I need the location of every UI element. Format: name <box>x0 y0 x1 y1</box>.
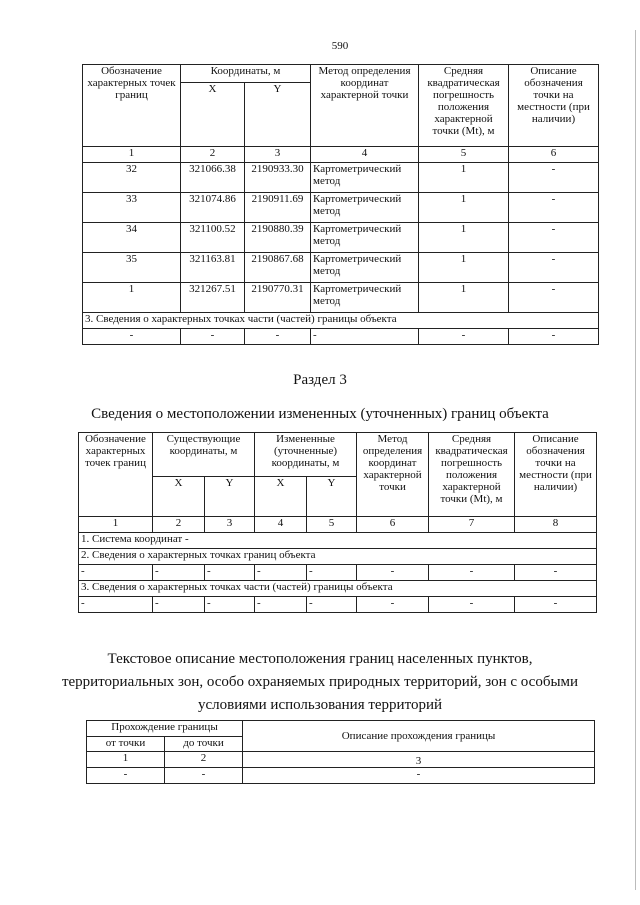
dash-cell: - <box>429 565 515 581</box>
method: Картометрический метод <box>311 193 419 223</box>
point-id: 33 <box>83 193 181 223</box>
dash-cell: - <box>357 597 429 613</box>
dash-cell: - <box>515 565 597 581</box>
dash-cell: - <box>307 597 357 613</box>
dash-cell: - <box>83 329 181 345</box>
point-id: 35 <box>83 253 181 283</box>
dash-cell: - <box>79 597 153 613</box>
coord-y: 2190880.39 <box>245 223 311 253</box>
section-label: 2. Сведения о характерных точках границ объекта <box>79 549 597 565</box>
section-title: Раздел 3 <box>293 372 347 388</box>
header-from: от точки <box>87 737 165 752</box>
col-number: 5 <box>419 147 509 163</box>
text-description-title: Текстовое описание местоположения границ населенных пунктов, территориальных зон, особо охраняемых природных территорий, зон с особыми условиями использования территорий <box>61 651 579 713</box>
dash-cell: - <box>419 329 509 345</box>
col-number: 2 <box>153 517 205 533</box>
header-designation: Обозначение характерных точек границ <box>83 65 181 147</box>
section-subtitle: Сведения о местоположении измененных (уточненных) границ объекта <box>91 406 549 422</box>
header-designation: Обозначение характерных точек границ <box>79 433 153 517</box>
coord-x: 321163.81 <box>181 253 245 283</box>
method: Картометрический метод <box>311 283 419 313</box>
point-id: 34 <box>83 223 181 253</box>
section-label: 3. Сведения о характерных точках части (частей) границы объекта <box>83 313 599 329</box>
col-number: 3 <box>205 517 255 533</box>
dash-cell: - <box>311 329 419 345</box>
point-desc: - <box>509 253 599 283</box>
point-id: 32 <box>83 163 181 193</box>
dash-cell: - <box>153 597 205 613</box>
table-row <box>83 193 599 223</box>
header-description: Описание обозначения точки на местности (при наличии) <box>515 433 597 517</box>
col-number: 1 <box>87 752 165 768</box>
header-y: Y <box>205 477 255 517</box>
mt-value: 1 <box>419 253 509 283</box>
header-to: до точки <box>165 737 243 752</box>
table-row <box>83 253 599 283</box>
coord-y: 2190911.69 <box>245 193 311 223</box>
dash-cell: - <box>509 329 599 345</box>
table-row <box>83 223 599 253</box>
point-desc: - <box>509 193 599 223</box>
scan-edge-line <box>635 30 636 890</box>
coord-x: 321100.52 <box>181 223 245 253</box>
table-row <box>79 597 597 613</box>
col-number: 4 <box>311 147 419 163</box>
dash-cell: - <box>255 597 307 613</box>
mt-value: 1 <box>419 223 509 253</box>
dash-cell: - <box>205 565 255 581</box>
header-coords: Координаты, м <box>181 65 311 83</box>
coord-x: 321074.86 <box>181 193 245 223</box>
dash-cell: - <box>79 565 153 581</box>
coord-y: 2190933.30 <box>245 163 311 193</box>
header-y: Y <box>307 477 357 517</box>
header-passage: Прохождение границы <box>87 721 243 737</box>
col-number: 1 <box>83 147 181 163</box>
dash-cell: - <box>245 329 311 345</box>
header-x: X <box>255 477 307 517</box>
col-number: 8 <box>515 517 597 533</box>
dash-cell: - <box>153 565 205 581</box>
col-number: 2 <box>181 147 245 163</box>
dash-cell: - <box>87 768 165 784</box>
coord-x: 321267.51 <box>181 283 245 313</box>
mt-value: 1 <box>419 163 509 193</box>
table-row <box>79 565 597 581</box>
table-row <box>83 163 599 193</box>
header-error: Средняя квадратическая погрешность положения характерной точки (Mt), м <box>419 65 509 147</box>
changed-boundaries-table <box>78 432 597 613</box>
header-description: Описание обозначения точки на местности (при наличии) <box>509 65 599 147</box>
section-label: 3. Сведения о характерных точках части (частей) границы объекта <box>79 581 597 597</box>
coordinates-table <box>82 64 599 345</box>
table-row <box>87 768 595 784</box>
col-number: 2 <box>165 752 243 768</box>
table-row <box>83 329 599 345</box>
point-desc: - <box>509 283 599 313</box>
header-changed: Измененные (уточненные) координаты, м <box>255 433 357 477</box>
col-number: 6 <box>509 147 599 163</box>
coord-x: 321066.38 <box>181 163 245 193</box>
point-desc: - <box>509 223 599 253</box>
coord-y: 2190770.31 <box>245 283 311 313</box>
header-method: Метод определения координат характерной точки <box>357 433 429 517</box>
page-number: 590 <box>331 40 349 52</box>
col-number: 7 <box>429 517 515 533</box>
header-passage-description: Описание прохождения границы <box>243 721 595 752</box>
coord-system-label: 1. Система координат - <box>79 533 597 549</box>
dash-cell: - <box>181 329 245 345</box>
dash-cell: - <box>243 768 595 784</box>
header-method: Метод определения координат характерной точки <box>311 65 419 147</box>
col-number: 3 <box>245 147 311 163</box>
header-error: Средняя квадратическая погрешность положения характерной точки (Mt), м <box>429 433 515 517</box>
method: Картометрический метод <box>311 223 419 253</box>
point-desc: - <box>509 163 599 193</box>
method: Картометрический метод <box>311 253 419 283</box>
dash-cell: - <box>429 597 515 613</box>
coord-y: 2190867.68 <box>245 253 311 283</box>
table-row <box>83 283 599 313</box>
col-number: 3 <box>243 752 595 768</box>
header-x: X <box>181 83 245 147</box>
mt-value: 1 <box>419 283 509 313</box>
dash-cell: - <box>307 565 357 581</box>
header-existing: Существующие координаты, м <box>153 433 255 477</box>
col-number: 5 <box>307 517 357 533</box>
dash-cell: - <box>357 565 429 581</box>
method: Картометрический метод <box>311 163 419 193</box>
mt-value: 1 <box>419 193 509 223</box>
header-y: Y <box>245 83 311 147</box>
point-id: 1 <box>83 283 181 313</box>
boundary-passage-table <box>86 720 595 784</box>
dash-cell: - <box>205 597 255 613</box>
header-x: X <box>153 477 205 517</box>
dash-cell: - <box>165 768 243 784</box>
col-number: 1 <box>79 517 153 533</box>
col-number: 4 <box>255 517 307 533</box>
col-number: 6 <box>357 517 429 533</box>
dash-cell: - <box>515 597 597 613</box>
dash-cell: - <box>255 565 307 581</box>
